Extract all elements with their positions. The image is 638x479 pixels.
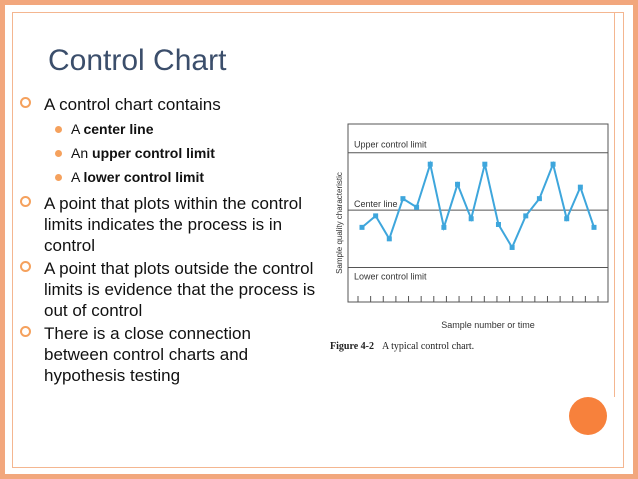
bullet-ring-icon	[20, 261, 31, 272]
control-chart	[330, 110, 620, 340]
bullet-list	[18, 94, 318, 388]
caption-label: Figure 4-2	[330, 341, 374, 352]
decorative-circle	[569, 397, 607, 435]
data-point	[578, 185, 583, 190]
sub-bullet-dot-icon	[55, 174, 62, 181]
data-point	[373, 213, 378, 218]
frame-left	[0, 0, 5, 479]
sub-bullet-list	[44, 117, 318, 189]
data-point	[469, 216, 474, 221]
figure-caption	[330, 341, 474, 352]
sub-bullet-item	[44, 141, 318, 165]
data-point	[400, 196, 405, 201]
frame-bottom	[0, 474, 638, 479]
sub-bullet-bold: lower control limit	[83, 169, 205, 185]
sub-bullet-dot-icon	[55, 126, 62, 133]
bullet-text: A point that plots outside the control limits is evidence that the process is out of control	[44, 259, 316, 320]
bullet-ring-icon	[20, 196, 31, 207]
data-point	[455, 182, 460, 187]
data-point	[482, 162, 487, 167]
bullet-ring-icon	[20, 97, 31, 108]
bullet-text: A point that plots within the control limits indicates the process is in control	[44, 194, 302, 255]
data-point	[496, 222, 501, 227]
caption-text: A typical control chart.	[381, 341, 475, 352]
bullet-item	[18, 323, 318, 386]
frame-top	[0, 0, 638, 5]
slide-title: Control Chart	[48, 44, 227, 77]
ucl-label: Upper control limit	[354, 139, 427, 150]
data-point	[428, 162, 433, 167]
sub-bullet-prefix: A	[71, 121, 84, 137]
data-point	[551, 162, 556, 167]
bullet-item	[18, 258, 318, 321]
data-point	[564, 216, 569, 221]
data-point	[387, 236, 392, 241]
bullet-item	[18, 94, 318, 189]
data-point	[441, 225, 446, 230]
sub-bullet-dot-icon	[55, 150, 62, 157]
frame-right	[633, 0, 638, 479]
data-point	[510, 245, 515, 250]
x-axis-label: Sample number or time	[441, 320, 535, 330]
sub-bullet-item	[44, 165, 318, 189]
sub-bullet-prefix: A	[71, 169, 84, 185]
data-point	[537, 196, 542, 201]
bullet-item	[18, 193, 318, 256]
bullet-text: A control chart contains	[44, 95, 221, 114]
data-point	[360, 225, 365, 230]
lcl-label: Lower control limit	[354, 271, 427, 282]
bullet-ring-icon	[20, 326, 31, 337]
center-line-label: Center line	[354, 199, 398, 210]
sub-bullet-bold: upper control limit	[92, 145, 215, 161]
data-point	[523, 213, 528, 218]
sub-bullet-bold: center line	[83, 121, 154, 137]
data-point	[592, 225, 597, 230]
sub-bullet-prefix: An	[71, 145, 93, 161]
data-point	[414, 205, 419, 210]
bullet-text: There is a close connection between control charts and hypothesis testing	[44, 324, 251, 385]
sub-bullet-item	[44, 117, 318, 141]
control-chart-figure	[330, 110, 620, 360]
y-axis-label: Sample quality characteristic	[335, 172, 344, 274]
